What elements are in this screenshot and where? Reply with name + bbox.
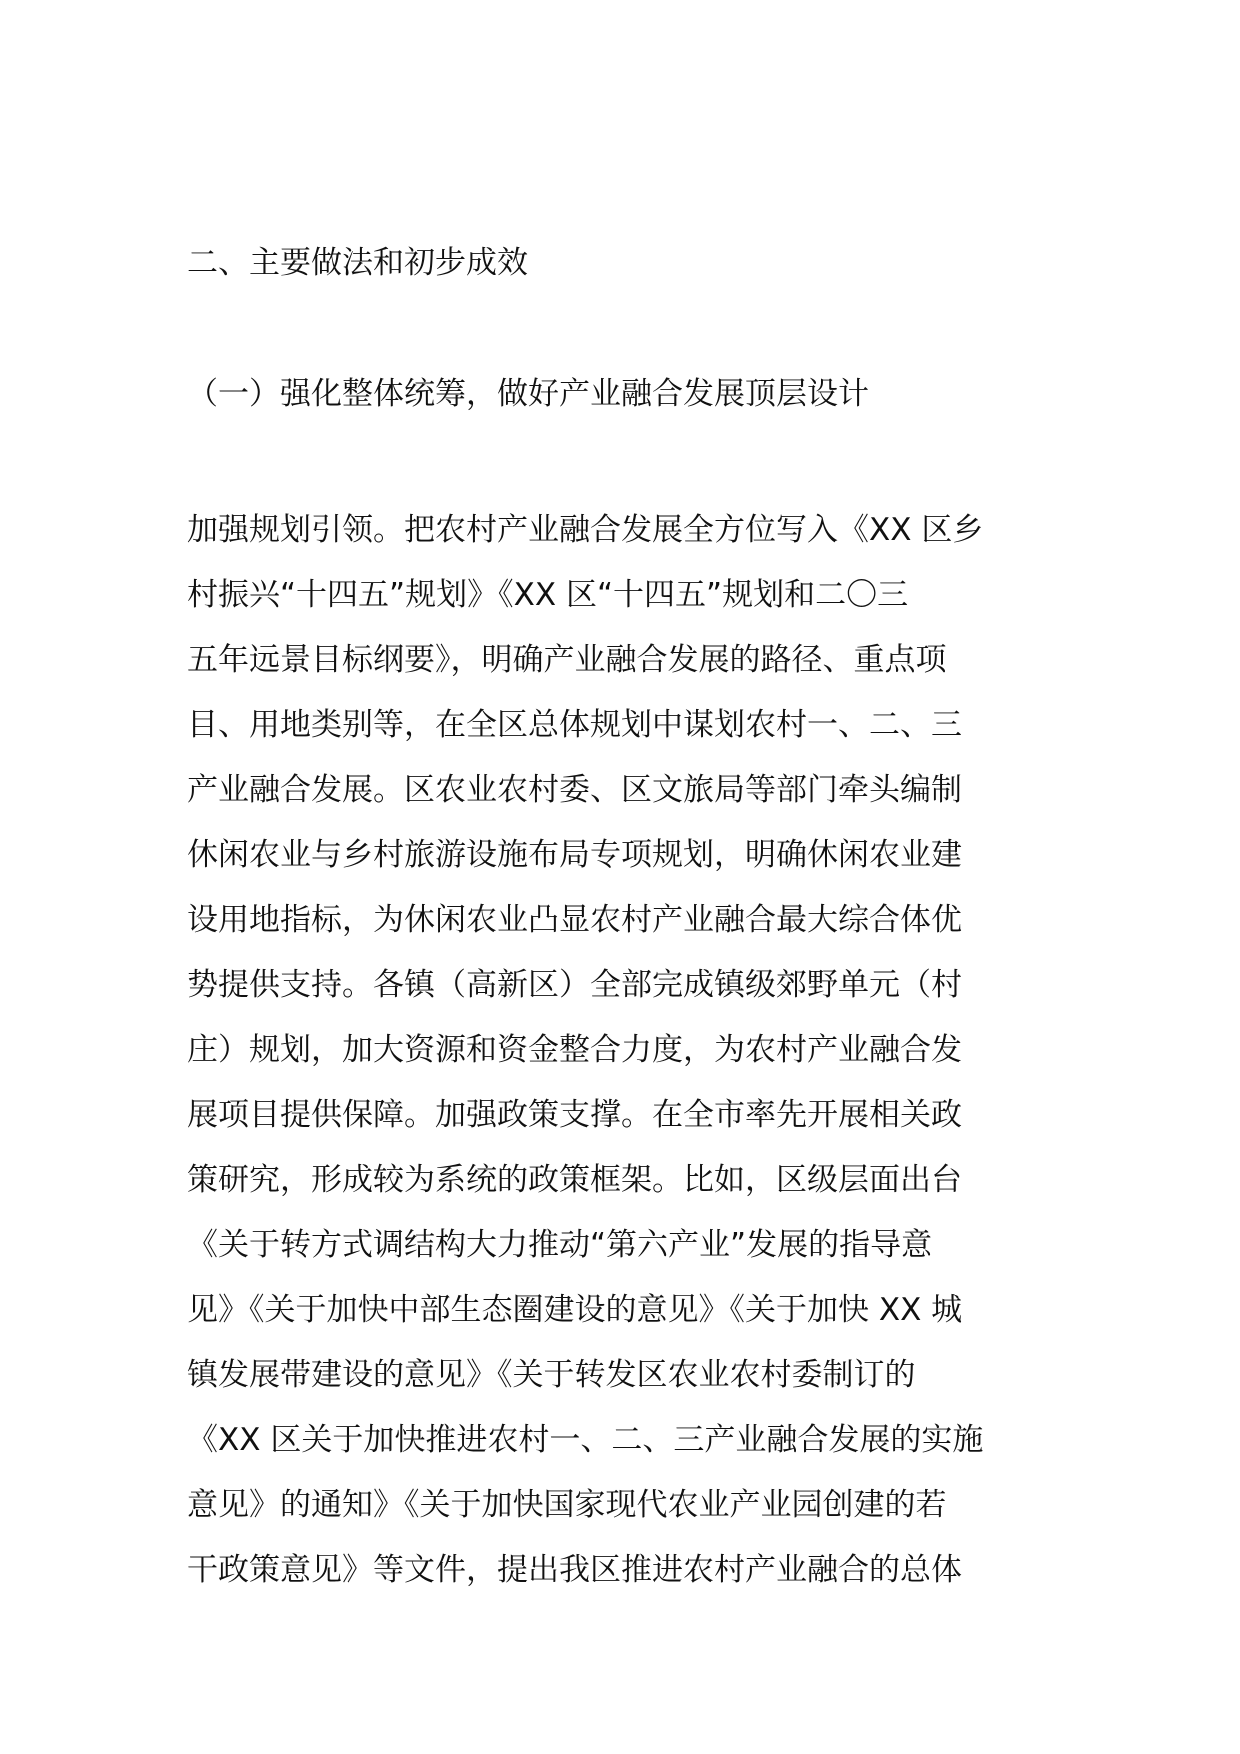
paragraph-line: 干政策意见》等文件，提出我区推进农村产业融合的总体: [187, 1552, 962, 1588]
paragraph-line: 《XX 区关于加快推进农村一、二、三产业融合发展的实施: [187, 1422, 984, 1458]
section-heading: 二、主要做法和初步成效: [187, 245, 528, 281]
paragraph-line: 庄）规划，加大资源和资金整合力度，为农村产业融合发: [187, 1032, 962, 1068]
paragraph-line: 目、用地类别等，在全区总体规划中谋划农村一、二、三: [187, 707, 962, 743]
paragraph-line: 展项目提供保障。加强政策支撑。在全市率先开展相关政: [187, 1097, 962, 1133]
paragraph-line: 镇发展带建设的意见》《关于转发区农业农村委制订的: [187, 1357, 916, 1393]
paragraph-line: 五年远景目标纲要》，明确产业融合发展的路径、重点项: [187, 642, 947, 678]
subsection-heading: （一）强化整体统筹，做好产业融合发展顶层设计: [187, 376, 869, 412]
paragraph-line: 意见》的通知》《关于加快国家现代农业产业园创建的若: [187, 1487, 947, 1523]
paragraph-line: 加强规划引领。把农村产业融合发展全方位写入《XX 区乡: [187, 512, 984, 548]
body-paragraph: [187, 498, 983, 1603]
paragraph-line: 休闲农业与乡村旅游设施布局专项规划，明确休闲农业建: [187, 837, 962, 873]
paragraph-line: 产业融合发展。区农业农村委、区文旅局等部门牵头编制: [187, 772, 962, 808]
paragraph-line: 设用地指标，为休闲农业凸显农村产业融合最大综合体优: [187, 902, 962, 938]
paragraph-line: 见》《关于加快中部生态圈建设的意见》《关于加快 XX 城: [187, 1292, 963, 1328]
paragraph-line: 村振兴“十四五”规划》《XX 区“十四五”规划和二〇三: [187, 577, 909, 613]
paragraph-line: 势提供支持。各镇（高新区）全部完成镇级郊野单元（村: [187, 967, 962, 1003]
paragraph-line: 《关于转方式调结构大力推动“第六产业”发展的指导意: [187, 1227, 933, 1263]
paragraph-line: 策研究，形成较为系统的政策框架。比如，区级层面出台: [187, 1162, 962, 1198]
